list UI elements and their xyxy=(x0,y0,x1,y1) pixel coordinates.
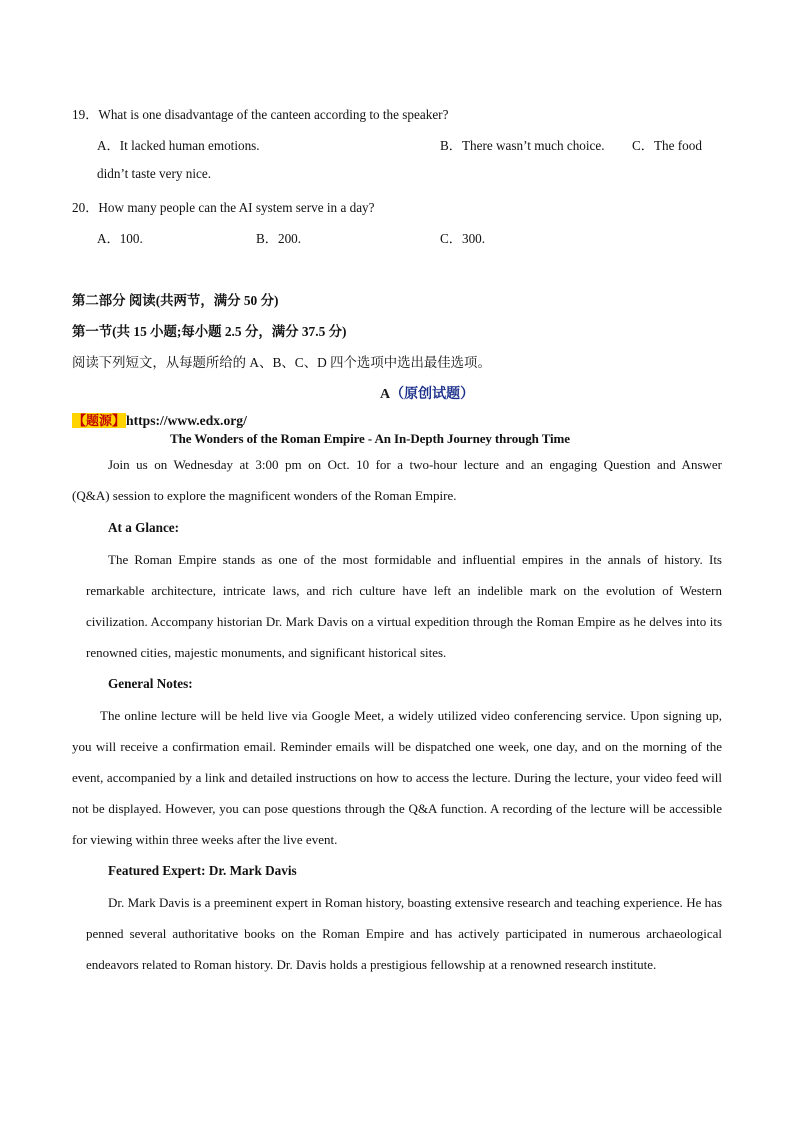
glance-paragraph: The Roman Empire stands as one of the most formidable and influential empires in the annals of history. Its remarkable architecture, intricate laws, and rich culture have left an indelible mark on the evolution of Western civilization. Accompany historian Dr. Mark Davis on a virtual expedition through the Roman Empire as he delves into its renowned cities, majestic monuments, and significant historical sites. xyxy=(86,552,722,660)
question-19-option-c: C．The food xyxy=(632,138,702,153)
passage-title xyxy=(380,383,474,403)
intro-line-2: (Q&A) session to explore the magnificent wonders of the Roman Empire. xyxy=(72,488,457,503)
passage-letter: A xyxy=(380,387,391,402)
notes-heading: General Notes: xyxy=(108,676,193,691)
notes-paragraph: The online lecture will be held live via Google Meet, a widely utilized video conferencing service. Upon signing up, you will receive a confirmation email. Reminder emails will be dispatched one week, one day, and on the morning of the event, accompanied by a link and detailed instructions on how to access the lecture. During the lecture, your video feed will not be displayed. However, you can pose questions through the Q&A function. A recording of the lecture will be accessible for viewing within three weeks after the live event. xyxy=(72,708,722,847)
reading-instruction: 阅读下列短文，从每题所给的 A、B、C、D 四个选项中选出最佳选项。 xyxy=(72,355,491,370)
article-title: The Wonders of the Roman Empire - An In-Depth Journey through Time xyxy=(170,431,570,446)
expert-paragraph: Dr. Mark Davis is a preeminent expert in Roman history, boasting extensive research and teaching experience. He has penned several authoritative books on the Roman Empire and has actively participated in numerous archaeological endeavors related to Roman history. Dr. Davis holds a prestigious fellowship at a renowned research institute. xyxy=(86,895,722,972)
intro-line-1: Join us on Wednesday at 3:00 pm on Oct. 10 for a two-hour lecture and an engaging Question and Answer xyxy=(108,457,722,472)
question-20-stem: 20．How many people can the AI system serve in a day? xyxy=(72,200,375,215)
question-20-option-a: A．100. xyxy=(97,231,143,246)
question-19-option-a: A．It lacked human emotions. xyxy=(97,138,260,153)
source-line xyxy=(72,410,247,429)
question-19-option-c-continued: didn’t taste very nice. xyxy=(97,166,212,181)
source-url: https://www.edx.org/ xyxy=(126,413,247,428)
passage-tag: （原创试题） xyxy=(390,387,475,402)
question-20-option-b: B．200. xyxy=(256,231,302,246)
section-one-heading: 第一节(共 15 小题;每小题 2.5 分，满分 37.5 分) xyxy=(72,324,347,339)
expert-heading: Featured Expert: Dr. Mark Davis xyxy=(108,863,297,878)
question-19-option-b: B．There wasn’t much choice. xyxy=(440,138,605,153)
source-label: 【题源】 xyxy=(73,413,126,428)
question-20-option-c: C．300. xyxy=(440,231,486,246)
glance-heading: At a Glance: xyxy=(108,520,180,535)
part-two-heading: 第二部分 阅读(共两节，满分 50 分) xyxy=(72,293,279,308)
question-19-stem: 19．What is one disadvantage of the canteen according to the speaker? xyxy=(72,107,449,122)
